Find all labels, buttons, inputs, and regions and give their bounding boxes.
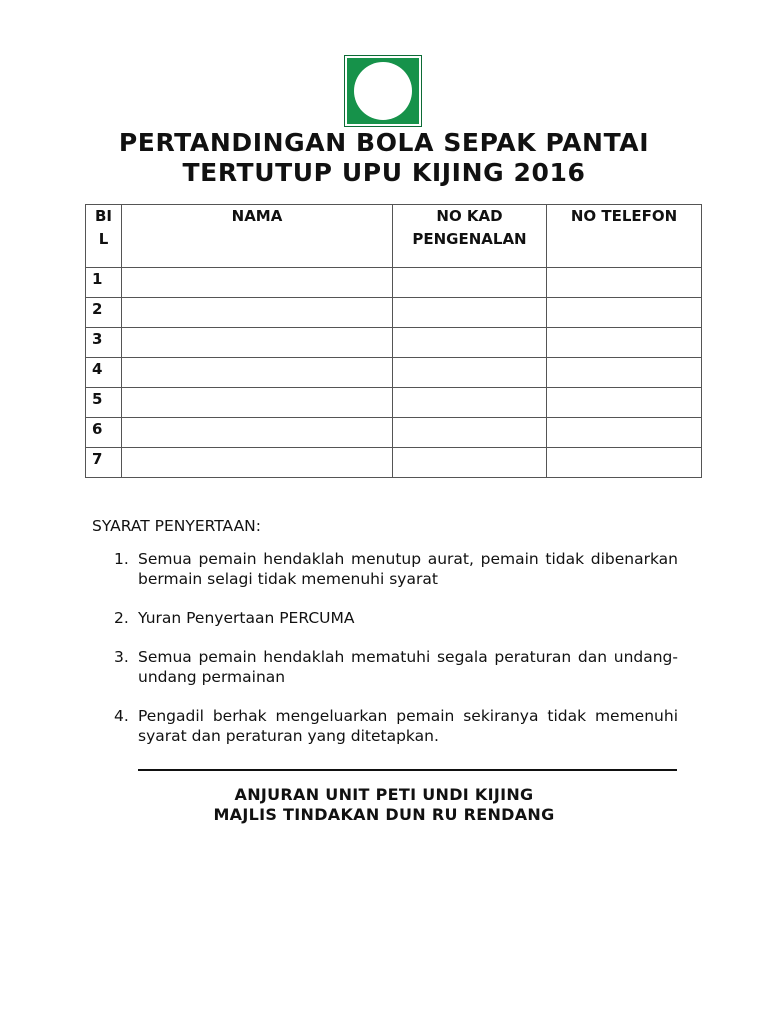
telefon-cell bbox=[547, 388, 702, 418]
table-row bbox=[86, 328, 702, 358]
registration-table bbox=[85, 204, 702, 478]
conditions-section bbox=[92, 515, 678, 765]
nama-cell bbox=[122, 448, 393, 478]
party-logo-icon bbox=[344, 55, 422, 127]
table-row bbox=[86, 268, 702, 298]
divider-line bbox=[138, 769, 677, 771]
kad-cell bbox=[393, 268, 547, 298]
list-item bbox=[92, 549, 678, 589]
condition-text: Semua pemain hendaklah menutup aurat, pemain tidak dibenarkan bermain selagi tidak memenuhi syarat bbox=[138, 550, 678, 588]
list-item bbox=[92, 647, 678, 687]
list-marker: 4. bbox=[114, 707, 129, 725]
kad-cell bbox=[393, 328, 547, 358]
row-number: 2 bbox=[86, 298, 122, 328]
title-line-1: PERTANDINGAN BOLA SEPAK PANTAI bbox=[118, 128, 650, 157]
nama-cell bbox=[122, 298, 393, 328]
row-number: 7 bbox=[86, 448, 122, 478]
telefon-cell bbox=[547, 418, 702, 448]
table-row bbox=[86, 358, 702, 388]
condition-text: Pengadil berhak mengeluarkan pemain sekiranya tidak memenuhi syarat dan peraturan yang ditetapkan. bbox=[138, 707, 678, 745]
footer-line-2: MAJLIS TINDAKAN DUN RU RENDANG bbox=[213, 805, 555, 824]
nama-cell bbox=[122, 328, 393, 358]
header-nama: NAMA bbox=[122, 205, 393, 268]
nama-cell bbox=[122, 418, 393, 448]
kad-cell bbox=[393, 298, 547, 328]
kad-cell bbox=[393, 388, 547, 418]
row-number: 5 bbox=[86, 388, 122, 418]
conditions-heading: SYARAT PENYERTAAN: bbox=[92, 517, 262, 535]
list-marker: 2. bbox=[114, 609, 129, 627]
condition-text: Semua pemain hendaklah mematuhi segala peraturan dan undang-undang permainan bbox=[138, 648, 678, 686]
table-header-row bbox=[86, 205, 702, 268]
telefon-cell bbox=[547, 448, 702, 478]
footer-line-1: ANJURAN UNIT PETI UNDI KIJING bbox=[234, 785, 534, 804]
logo-green-square bbox=[347, 58, 419, 124]
list-marker: 3. bbox=[114, 648, 129, 666]
kad-cell bbox=[393, 448, 547, 478]
header-no-kad-pengenalan: NO KAD PENGENALAN bbox=[393, 205, 547, 268]
conditions-list bbox=[92, 549, 678, 746]
organizer-footer bbox=[60, 785, 708, 825]
condition-text: Yuran Penyertaan PERCUMA bbox=[138, 609, 355, 627]
telefon-cell bbox=[547, 328, 702, 358]
nama-cell bbox=[122, 388, 393, 418]
table-row bbox=[86, 418, 702, 448]
list-item bbox=[92, 706, 678, 746]
list-item bbox=[92, 608, 678, 628]
list-marker: 1. bbox=[114, 550, 129, 568]
row-number: 1 bbox=[86, 268, 122, 298]
row-number: 3 bbox=[86, 328, 122, 358]
table-row bbox=[86, 388, 702, 418]
logo-white-circle bbox=[354, 62, 412, 120]
title-line-2: TERTUTUP UPU KIJING 2016 bbox=[182, 158, 586, 187]
row-number: 4 bbox=[86, 358, 122, 388]
page-title bbox=[60, 128, 708, 188]
kad-cell bbox=[393, 418, 547, 448]
header-bil: BI L bbox=[86, 205, 122, 268]
telefon-cell bbox=[547, 298, 702, 328]
telefon-cell bbox=[547, 358, 702, 388]
header-no-telefon: NO TELEFON bbox=[547, 205, 702, 268]
telefon-cell bbox=[547, 268, 702, 298]
nama-cell bbox=[122, 268, 393, 298]
nama-cell bbox=[122, 358, 393, 388]
table-row bbox=[86, 298, 702, 328]
kad-cell bbox=[393, 358, 547, 388]
table-row bbox=[86, 448, 702, 478]
row-number: 6 bbox=[86, 418, 122, 448]
